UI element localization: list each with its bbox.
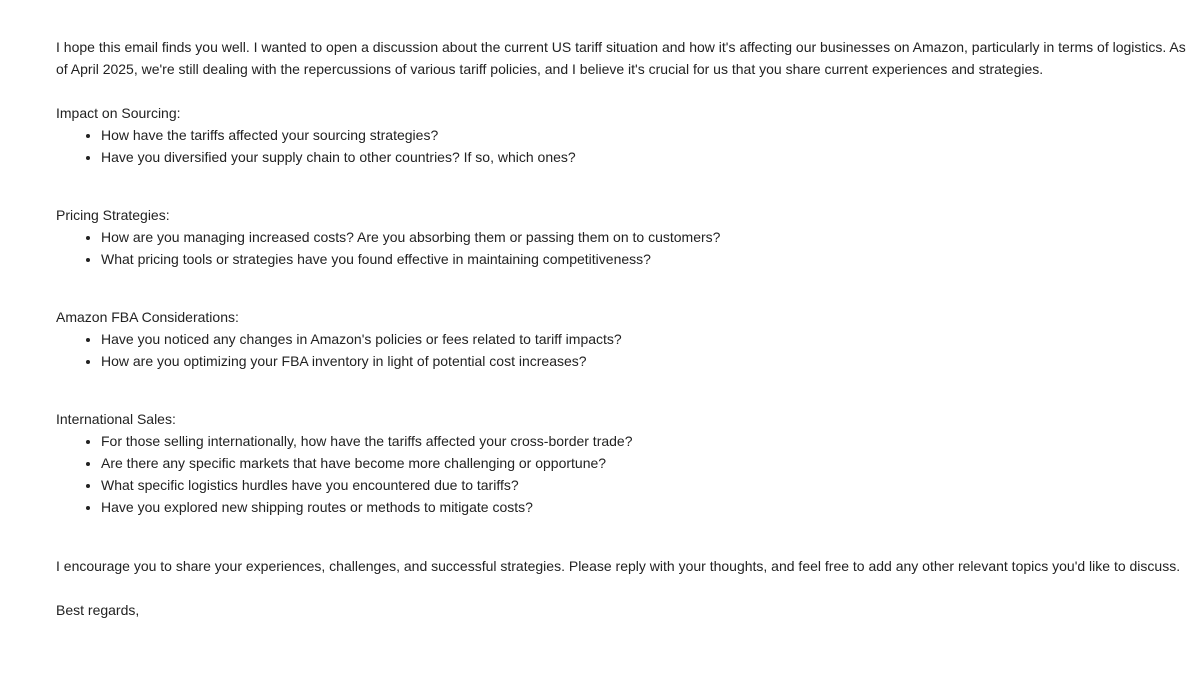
section-pricing-strategies (56, 204, 1186, 270)
section-heading: Pricing Strategies: (56, 207, 170, 223)
list-item: • What pricing tools or strategies have you found effective in maintaining competitiveness? (101, 248, 1186, 270)
list-item: • What specific logistics hurdles have you encountered due to tariffs? (101, 474, 1186, 496)
bullet-list (56, 124, 1186, 168)
section-international-sales (56, 408, 1186, 518)
bullet-list (56, 430, 1186, 518)
email-closing-paragraph: I encourage you to share your experiences, challenges, and successful strategies. Please reply with your thoughts, and feel free to add any other relevant topics you'd like to discuss. (56, 558, 1181, 574)
list-item: • How are you optimizing your FBA inventory in light of potential cost increases? (101, 350, 1186, 372)
section-impact-on-sourcing (56, 102, 1186, 168)
list-item: • Have you noticed any changes in Amazon's policies or fees related to tariff impacts? (101, 328, 1186, 350)
section-heading: Impact on Sourcing: (56, 105, 181, 121)
section-amazon-fba-considerations (56, 306, 1186, 372)
bullet-list (56, 226, 1186, 270)
section-heading: International Sales: (56, 411, 176, 427)
bullet-list (56, 328, 1186, 372)
list-item: • Have you explored new shipping routes or methods to mitigate costs? (101, 496, 1186, 518)
list-item: • Are there any specific markets that have become more challenging or opportune? (101, 452, 1186, 474)
list-item: • For those selling internationally, how have the tariffs affected your cross-border trade? (101, 430, 1186, 452)
spacer (56, 168, 1186, 204)
list-item: • Have you diversified your supply chain to other countries? If so, which ones? (101, 146, 1186, 168)
list-item: • How are you managing increased costs? Are you absorbing them or passing them on to customers? (101, 226, 1186, 248)
list-item: • How have the tariffs affected your sourcing strategies? (101, 124, 1186, 146)
section-heading: Amazon FBA Considerations: (56, 309, 239, 325)
email-signoff: Best regards, (56, 602, 140, 618)
spacer (56, 518, 1186, 555)
spacer (56, 372, 1186, 408)
email-body (56, 36, 1186, 621)
spacer (56, 270, 1186, 306)
email-intro-paragraph: I hope this email finds you well. I wanted to open a discussion about the current US tariff situation and how it's affecting our businesses on Amazon, particularly in terms of logistics. As of April 2025, we're still dealing with the repercussions of various tariff policies, and I believe it's crucial for us that you share current experiences and strategies. (56, 39, 1186, 77)
